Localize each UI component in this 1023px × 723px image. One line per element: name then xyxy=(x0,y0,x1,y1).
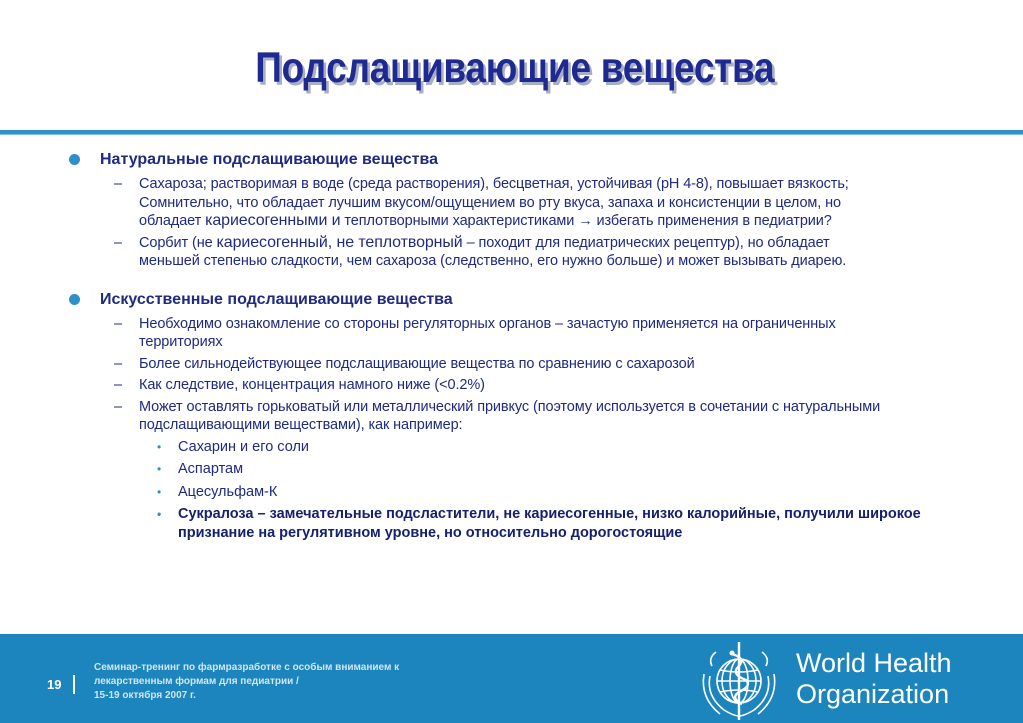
dash-bullet-icon: – xyxy=(114,355,122,372)
slide-content xyxy=(66,150,986,546)
section-heading-natural xyxy=(66,150,986,169)
dot-bullet-icon: • xyxy=(157,462,162,476)
sub-list-item-text: Сукралоза – замечательные подсластители, не кариесогенные, низко калорийные, получили широкое признание на регулятивном уровне, но относительно дорогостоящие xyxy=(178,506,921,541)
sub-list-item xyxy=(66,505,978,542)
dash-bullet-icon: – xyxy=(114,176,122,192)
list-item xyxy=(66,355,986,374)
circle-bullet-icon xyxy=(69,154,80,165)
list-item xyxy=(66,175,986,231)
list-item xyxy=(66,315,919,352)
sub-list-item-text: Аспартам xyxy=(178,461,244,477)
title-divider xyxy=(0,130,1023,135)
sub-list-item-text: Сахарин и его соли xyxy=(178,438,310,455)
list-item-text-emphasis: кариесогенными и xyxy=(205,212,341,229)
organization-name-line: World Health xyxy=(796,648,952,678)
dot-bullet-icon: • xyxy=(157,507,162,521)
page-number-divider xyxy=(73,675,75,694)
page-number: 19 xyxy=(47,677,62,692)
section-heading-text: Искусственные подслащивающие вещества xyxy=(100,290,453,308)
circle-bullet-icon xyxy=(69,294,80,305)
section-heading-text: Натуральные подслащивающие вещества xyxy=(100,151,439,168)
list-item-text: Как следствие, концентрация намного ниже (<0.2%) xyxy=(139,377,485,393)
list-item xyxy=(66,234,986,271)
seminar-caption-line: лекарственным формам для педиатрии / xyxy=(94,676,299,687)
seminar-caption-line: 15-19 октября 2007 г. xyxy=(94,690,196,701)
list-item-text: Сахароза; растворимая в воде (среда растворения), бесцветная, устойчивая (pH 4-8), повышает вязкость; xyxy=(139,176,849,192)
list-item-text: Сорбит (не xyxy=(139,234,217,251)
dash-bullet-icon: – xyxy=(114,377,122,393)
dot-bullet-icon: • xyxy=(157,484,162,499)
list-item-text: обладает xyxy=(139,213,206,229)
list-item xyxy=(66,376,986,395)
dot-bullet-icon: • xyxy=(157,439,162,454)
list-item-text: Необходимо ознакомление со стороны регуляторных органов – зачастую применяется на ограниченных территориях xyxy=(139,315,836,350)
sub-list-item-text: Ацесульфам-К xyxy=(178,483,278,500)
dash-bullet-icon: – xyxy=(114,315,122,332)
organization-name-line: Organization xyxy=(796,679,950,709)
list-item-text: Сомнительно, что обладает лучшим вкусом/ощущением во рту вкуса, запаха и консистенции в целом, но xyxy=(139,194,842,211)
list-item-text-emphasis: кариесогенный, не теплотворный xyxy=(216,233,463,251)
dash-bullet-icon: – xyxy=(114,234,122,251)
list-item-text: меньшей степенью сладкости, чем сахароза (следственно, его нужно больше) и может вызывать диарею. xyxy=(139,253,847,269)
seminar-caption xyxy=(94,661,399,703)
slide-title: Подслащивающие вещества xyxy=(255,44,775,92)
sub-list-item xyxy=(66,438,986,457)
list-item-text: – походит для педиатрических рецептур), но обладает xyxy=(462,234,830,251)
list-item-text: Может оставлять горьковатый или металлический привкус (поэтому используется в сочетании с натуральными подслащивающими веществами), как например: xyxy=(139,398,881,433)
sub-list-item xyxy=(66,460,986,479)
who-emblem-icon xyxy=(696,636,782,722)
list-item xyxy=(66,398,979,435)
dash-bullet-icon: – xyxy=(114,398,122,415)
seminar-caption-line: Семинар-тренинг по фармразработке с особым вниманием к xyxy=(94,662,400,673)
organization-name xyxy=(796,648,952,710)
list-item-text: Более сильнодействующее подслащивающие вещества по сравнению с сахарозой xyxy=(139,355,695,372)
list-item-text: теплотворными характеристиками → избегать применения в педиатрии? xyxy=(340,213,832,229)
sub-list-item xyxy=(66,483,986,502)
section-heading-artificial xyxy=(66,290,986,309)
footer-bar xyxy=(0,634,1023,723)
